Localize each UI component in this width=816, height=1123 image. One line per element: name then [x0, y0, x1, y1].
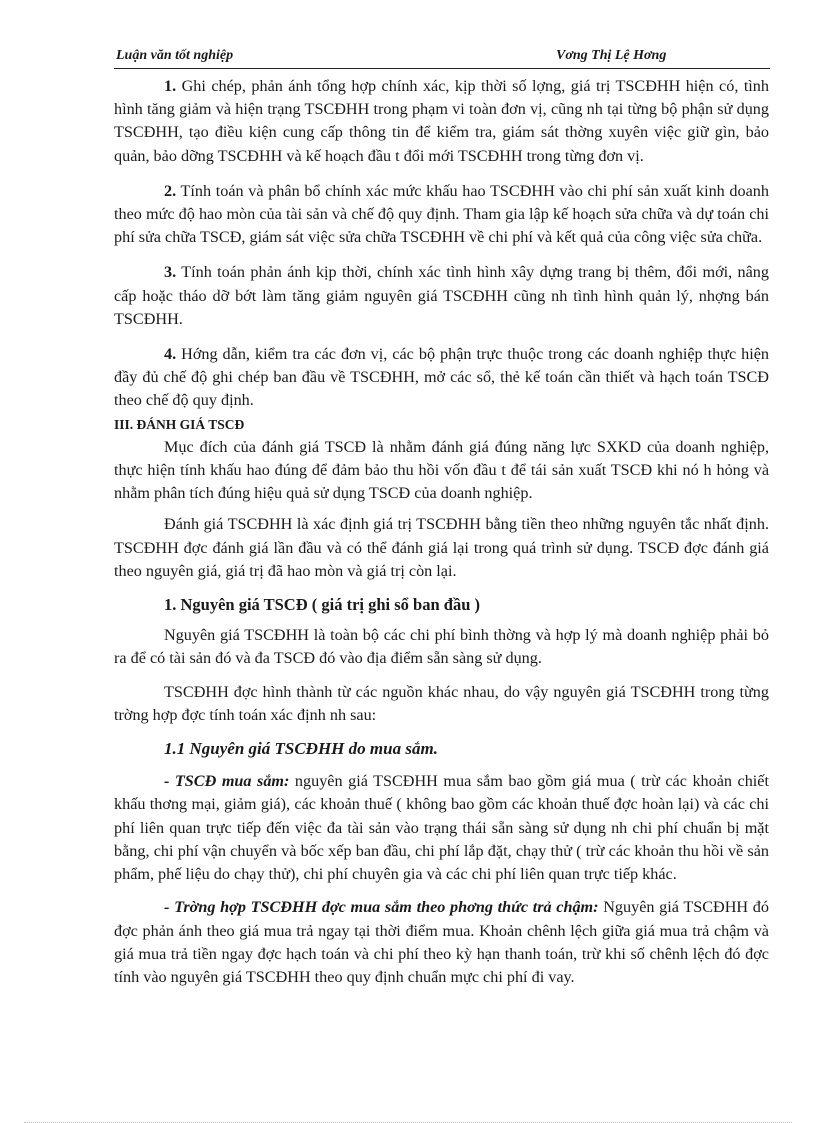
item-text: Tính toán và phân bổ chính xác mức khấu hao TSCĐHH vào chi phí sản xuất kinh doanh theo mức độ hao mòn của tài sản và chế độ quy định. Tham gia lập kế hoạch sửa chữa và dự toán chi phí sửa chữa TSCĐ, giám sát việc sửa chữa TSCĐHH về chi phí và kết quả của công việc sửa chữa. — [114, 181, 769, 247]
bullet-mua-sam — [114, 770, 769, 886]
bullet-label: - Trờng hợp TSCĐHH đợc mua sắm theo phơng thức trả chậm: — [164, 898, 599, 917]
paragraph-sources: TSCĐHH đợc hình thành từ các nguồn khác nhau, do vậy nguyên giá TSCĐHH trong từng trờng hợp đợc tính toán xác định nh sau: — [114, 682, 769, 724]
paragraph-purpose: Mục đích của đánh giá TSCĐ là nhằm đánh giá đúng năng lực SXKD của doanh nghiệp, thực hiện tính khấu hao đúng để đảm bảo thu hồi vốn đầu t để tái sản xuất TSCĐ khi nó h hỏng và nhằm phân tích đúng hiệu quả sử dụng TSCĐ của doanh nghiệp. — [114, 437, 769, 503]
item-number: 1. — [164, 77, 177, 95]
header-title: Luận văn tốt nghiệp — [116, 48, 234, 63]
bullet-tra-cham — [114, 896, 769, 989]
document-body — [114, 75, 769, 989]
bullet-text: nguyên giá TSCĐHH mua sắm bao gồm giá mua ( trừ các khoản chiết khấu thơng mại, giảm giá), các khoản thuế ( không bao gồm các khoản thuế đợc hoàn lại) và các chi phí liên quan trực tiếp đến việc đa tài sản vào trạng thái sẵn sàng sử dụng nh chi phí chuẩn bị mặt bằng, chi phí vận chuyển và bốc xếp ban đầu, chi phí lắp đặt, chạy thử ( trừ các khoản thu hồi về sản phẩm, phế liệu do chạy thử), chi phí chuyên gia và các chi phí liên quan trực tiếp khác. — [114, 772, 769, 884]
item-text: Hớng dẫn, kiểm tra các đơn vị, các bộ phận trực thuộc trong các doanh nghiệp thực hiện đầy đủ chế độ ghi chép ban đầu về TSCĐHH, mở các sổ, thẻ kế toán cần thiết và hạch toán TSCĐ theo chế độ quy định. — [114, 345, 769, 410]
bullet-text: Nguyên giá TSCĐHH đó đợc phản ánh theo giá mua trả ngay tại thời điểm mua. Khoản chênh lệch giữa giá mua trả chậm và giá mua trả tiền ngay đợc hạch toán và chi phí theo kỳ hạn thanh toán, trừ khi số chênh lệch đó đợc tính vào nguyên giá TSCĐHH theo quy định chuẩn mực chi phí đi vay. — [114, 898, 769, 986]
numbered-item — [114, 261, 769, 331]
header-author: Vơng Thị Lệ Hơng — [556, 48, 667, 63]
item-text: Tính toán phản ánh kịp thời, chính xác tình hình xây dựng trang bị thêm, đổi mới, nâng cấp hoặc tháo dỡ bớt làm tăng giảm nguyên giá TSCĐHH cũng nh tình hình quản lý, nhợng bán TSCĐHH. — [114, 263, 769, 328]
item-number: 2. — [164, 181, 177, 200]
numbered-item — [114, 180, 769, 250]
numbered-item — [114, 75, 769, 168]
page-header — [114, 48, 770, 69]
subheading-nguyen-gia: 1. Nguyên giá TSCĐ ( giá trị ghi sổ ban đầu ) — [164, 595, 481, 615]
bullet-label: - TSCĐ mua sắm: — [164, 772, 290, 791]
paragraph-nguyen-gia: Nguyên giá TSCĐHH là toàn bộ các chi phí bình thờng và hợp lý mà doanh nghiệp phải bỏ ra để có tài sản đó và đa TSCĐ đó vào địa điểm sẵn sàng sử dụng. — [114, 626, 769, 668]
subheading-mua-sam: 1.1 Nguyên giá TSCĐHH do mua sắm. — [164, 739, 438, 759]
numbered-item — [114, 343, 769, 413]
item-text: Ghi chép, phản ánh tổng hợp chính xác, kịp thời số lợng, giá trị TSCĐHH hiện có, tình hình tăng giảm và hiện trạng TSCĐHH trong phạm vi toàn đơn vị, cũng nh tại từng bộ phận sử dụng TSCĐHH, tạo điều kiện cung cấp thông tin để kiểm tra, giám sát thờng xuyên việc giữ gìn, bảo quản, bảo dỡng TSCĐHH và kế hoạch đầu t đổi mới TSCĐHH trong từng đơn vị. — [114, 77, 769, 165]
item-number: 4. — [164, 345, 177, 364]
item-number: 3. — [164, 263, 177, 282]
paragraph-definition: Đánh giá TSCĐHH là xác định giá trị TSCĐHH bằng tiền theo những nguyên tắc nhất định. TSCĐHH đợc đánh giá lần đầu và có thể đánh giá lại trong quá trình sử dụng. TSCĐ đợc đánh giá theo nguyên giá, giá trị đã hao mòn và giá trị còn lại. — [114, 515, 769, 580]
section-heading: III. ĐÁNH GIÁ TSCĐ — [114, 416, 245, 432]
